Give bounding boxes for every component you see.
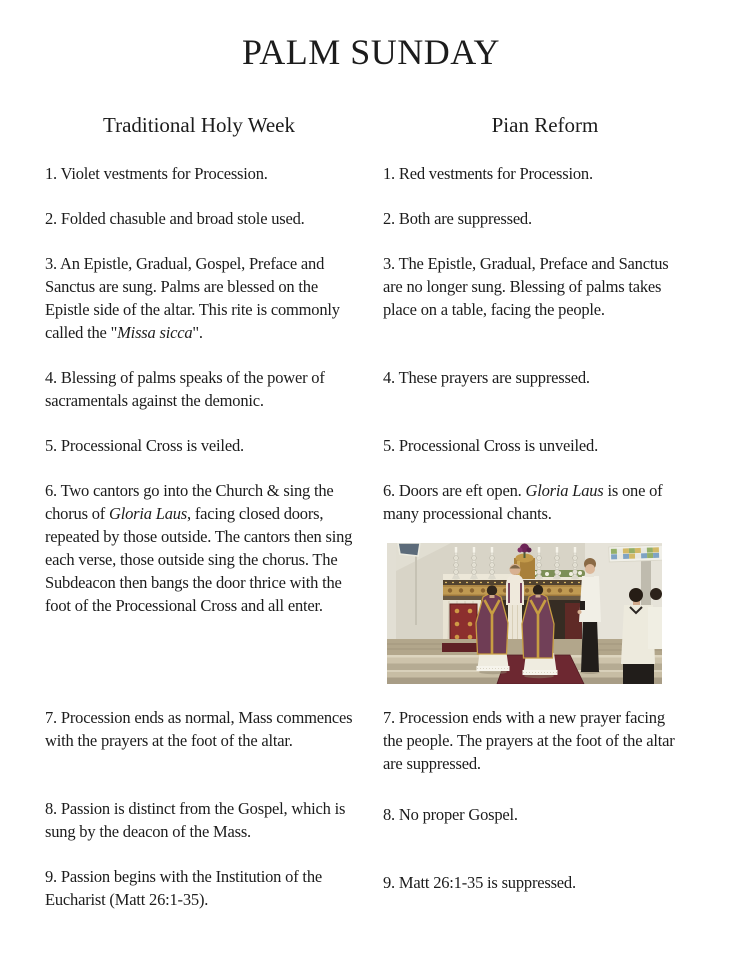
item-text: 8. Passion is distinct from the Gospel, which is sung by the deacon of the Mass.	[45, 799, 346, 841]
list-item	[45, 865, 353, 911]
item-text: , facing closed doors, repeated by those outside. The cantors then sing each verse, those outside sing the chorus. The Subdeacon then bangs the door thrice with the foot of the Processional Cross and all enter.	[45, 504, 353, 615]
stained-glass-window	[609, 545, 662, 562]
list-item	[383, 162, 683, 185]
item-text: 5. Processional Cross is veiled.	[45, 436, 244, 455]
item-text: 2. Both are suppressed.	[383, 209, 532, 228]
item-text: 2. Folded chasuble and broad stole used.	[45, 209, 305, 228]
item-text: 9. Matt 26:1-35 is suppressed.	[383, 873, 576, 892]
list-item	[383, 871, 683, 911]
item-text: 1. Red vestments for Procession.	[383, 164, 593, 183]
page-title: PALM SUNDAY	[242, 32, 500, 72]
item-text: 3. The Epistle, Gradual, Preface and Sanctus are no longer sung. Blessing of palms takes place on a table, facing the people.	[383, 254, 669, 319]
list-item	[45, 162, 353, 185]
list-item-with-photo	[383, 479, 683, 684]
item-text-italic: Gloria Laus	[108, 504, 188, 523]
item-text: 6. Doors are eft open.	[383, 481, 526, 500]
list-item	[383, 706, 683, 775]
list-item	[45, 207, 353, 230]
item-text: 1. Violet vestments for Procession.	[45, 164, 268, 183]
column-header-traditional: Traditional Holy Week	[103, 113, 295, 137]
item-text: 9. Passion begins with the Institution of the Eucharist (Matt 26:1-35).	[45, 867, 322, 909]
column-headers	[0, 112, 742, 138]
item-text: 4. Blessing of palms speaks of the power of sacramentals against the demonic.	[45, 368, 325, 410]
list-item	[45, 252, 353, 344]
list-item	[383, 434, 683, 457]
altar-photo	[387, 543, 662, 684]
item-text: 7. Procession ends as normal, Mass commences with the prayers at the foot of the altar.	[45, 708, 353, 750]
list-item	[383, 252, 683, 344]
item-text: is one of many processional chants.	[383, 481, 663, 523]
comparison-grid	[0, 162, 742, 911]
item-text: 7. Procession ends with a new prayer facing the people. The prayers at the foot of the altar are suppressed.	[383, 708, 675, 773]
list-item	[45, 706, 353, 775]
column-header-pian-reform: Pian Reform	[491, 113, 599, 137]
item-text-italic: Missa sicca	[117, 323, 193, 342]
item-text-italic: Gloria Laus	[525, 481, 604, 500]
item-text: 6. Two cantors go into the Church & sing the chorus of	[45, 481, 334, 523]
item-text: 5. Processional Cross is unveiled.	[383, 436, 599, 455]
list-item	[383, 366, 683, 412]
list-item	[383, 479, 683, 525]
list-item	[45, 479, 353, 684]
item-text: ".	[192, 323, 203, 342]
list-item	[383, 207, 683, 230]
list-item	[45, 366, 353, 412]
list-item	[45, 797, 353, 843]
item-text: 4. These prayers are suppressed.	[383, 368, 590, 387]
list-item	[45, 434, 353, 457]
item-text: 3. An Epistle, Gradual, Gospel, Preface and Sanctus are sung. Palms are blessed on the Epistle side of the altar. This rite is commonly called the "	[45, 254, 340, 342]
list-item	[383, 803, 683, 843]
item-text: 8. No proper Gospel.	[383, 805, 518, 824]
